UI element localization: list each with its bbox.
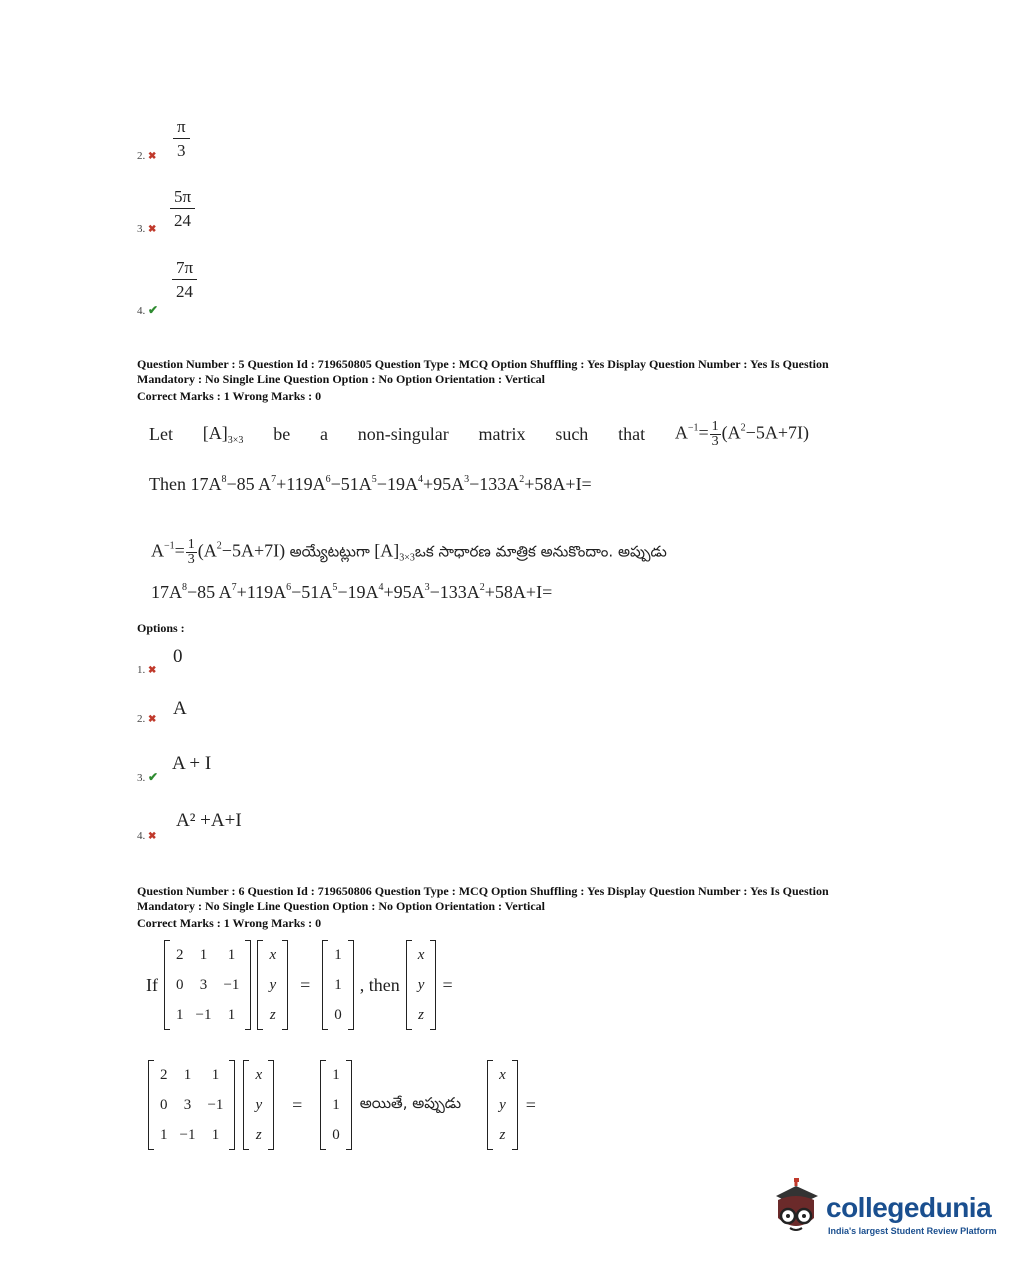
coefficient-matrix-telugu: 2 1 1 0 3 −1 1 −1 1 [148, 1060, 235, 1150]
q5-option-2-value: A [173, 698, 187, 719]
q5-option-4-value: A² +A+I [176, 810, 242, 831]
result-vector: x y z [406, 940, 437, 1030]
prev-option-2-value: $\frac{\pi}{3}$ [173, 117, 190, 160]
q5-option-1-value: 0 [173, 646, 183, 667]
correct-check-icon: ✔ [148, 303, 159, 317]
q5-option-3-label: 3. ✔ [137, 770, 159, 784]
q5-option-4-label: 4. ✖ [137, 830, 157, 842]
wrong-cross-icon: ✖ [148, 714, 157, 725]
prev-option-4-value: $\frac{7\pi}{24}$ [172, 258, 197, 301]
q5-english-statement: Let $[A]_{3\times 3}$ be a non-singular matrix such that $A^{-1}=$ $\frac{1}{3}$ $(A^2-5A+7I)$ [149, 419, 809, 449]
prev-option-2-label: 2. ✖ [137, 150, 157, 162]
wrong-cross-icon: ✖ [148, 831, 157, 842]
q5-option-1-label: 1. ✖ [137, 664, 157, 676]
prev-option-4-label: 4. ✔ [137, 303, 159, 317]
result-vector-telugu: x y z [487, 1060, 518, 1150]
q5-options-heading: Options : [137, 621, 185, 635]
mascot-icon [768, 1178, 826, 1240]
q5-option-2-label: 2. ✖ [137, 713, 157, 725]
wrong-cross-icon: ✖ [148, 151, 157, 162]
variable-vector: x y z [257, 940, 288, 1030]
q5-telugu-statement: $A^{-1}=$ $\frac{1}{3}$ $(A^2-5A+7I)$ అయ్యేటట్లుగా $[A]_{3\times 3}ఒక$ సాధారణ మాత్రిక అనుకొందాం. అప్పుడు [151, 537, 667, 567]
coefficient-matrix: 2 1 1 0 3 −1 1 −1 1 [164, 940, 251, 1030]
q5-option-3-value: A + I [172, 753, 212, 774]
q6-meta: Question Number : 6 Question Id : 719650806 Question Type : MCQ Option Shuffling : Yes Display Question Number : Yes Is Question Mandatory : No Single Line Question Option : No Option Orientation : Vertical Correct Marks : 1 Wrong Marks : 0 [137, 884, 829, 930]
logo-name: collegedunia [826, 1192, 992, 1223]
wrong-cross-icon: ✖ [148, 224, 157, 235]
q5-telugu-expression: $17A^8-85$ $A^7+119A^6-51A^5-19A^4+95A^3-133A^2+58A+I=$ [151, 582, 553, 602]
constant-vector: 1 1 0 [322, 940, 354, 1030]
prev-option-3-value: $\frac{5\pi}{24}$ [170, 187, 195, 230]
prev-option-3-label: 3. ✖ [137, 223, 157, 235]
wrong-cross-icon: ✖ [148, 665, 157, 676]
correct-check-icon: ✔ [148, 770, 159, 784]
q5-meta: Question Number : 5 Question Id : 719650805 Question Type : MCQ Option Shuffling : Yes Display Question Number : Yes Is Question Mandatory : No Single Line Question Option : No Option Orientation : Vertical Correct Marks : 1 Wrong Marks : 0 [137, 357, 829, 403]
collegedunia-logo [768, 1178, 997, 1248]
q6-telugu-statement: 2 1 1 0 3 −1 1 −1 1 x y z = 1 1 0 అయితే, అప్పుడు x y z = [148, 1060, 536, 1150]
constant-vector-telugu: 1 1 0 [320, 1060, 352, 1150]
logo-tagline: India's largest Student Review Platform [828, 1226, 997, 1236]
q5-english-expression: Then $17A^8-85$ $A^7+119A^6-51A^5-19A^4+95A^3-133A^2+58A+I=$ [149, 474, 592, 494]
q6-english-statement: If 2 1 1 0 3 −1 1 −1 1 x y z = 1 1 0 , then x y z = [146, 940, 453, 1030]
variable-vector-telugu: x y z [243, 1060, 274, 1150]
